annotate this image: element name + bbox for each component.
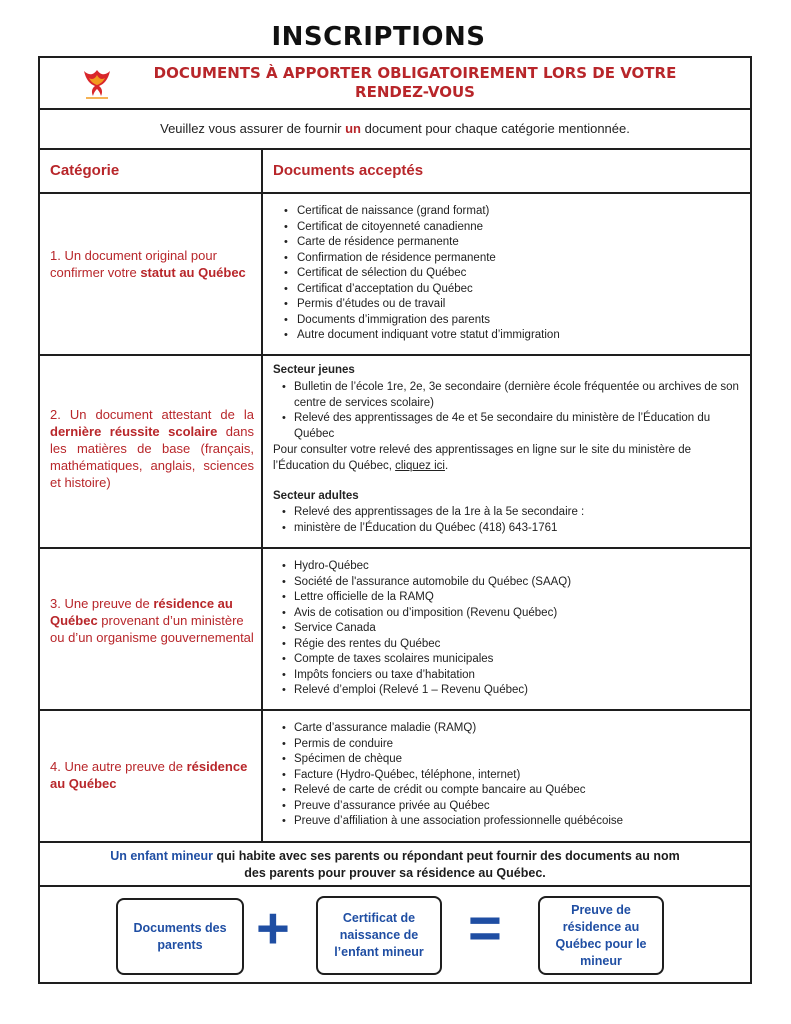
table-header bbox=[40, 58, 750, 110]
page-title: INSCRIPTIONS bbox=[271, 22, 486, 52]
list-item: • Carte de résidence permanente bbox=[277, 235, 742, 251]
list-item: • Relevé d’emploi (Relevé 1 – Revenu Québec) bbox=[277, 683, 742, 699]
list-item: • Régie des rentes du Québec bbox=[277, 637, 742, 653]
list-item: • Permis d’études ou de travail bbox=[277, 297, 742, 313]
table-row bbox=[40, 711, 750, 843]
list-item: • Relevé des apprentissages de la 1re à la 5e secondaire : bbox=[277, 505, 742, 521]
document-list bbox=[277, 380, 742, 442]
instruction-text: Veuillez vous assurer de fournir un document pour chaque catégorie mentionnée. bbox=[160, 121, 630, 136]
list-item: • Autre document indiquant votre statut d’immigration bbox=[277, 328, 742, 344]
document-list bbox=[277, 559, 742, 699]
document-list bbox=[277, 505, 742, 536]
header-title: DOCUMENTS À APPORTER OBLIGATOIREMENT LORS DE VOTRE RENDEZ-VOUS bbox=[153, 64, 677, 101]
list-item: • Bulletin de l’école 1re, 2e, 3e secondaire (dernière école fréquentée ou archives de son centre de services scolaire) bbox=[277, 380, 742, 411]
list-item: • Carte d’assurance maladie (RAMQ) bbox=[277, 721, 742, 737]
column-header-category: Catégorie bbox=[50, 162, 120, 179]
category-label: 4. Une autre preuve de résidence au Québec bbox=[50, 759, 248, 791]
minor-note-text: Un enfant mineur qui habite avec ses parents ou répondant peut fournir des documents au nom des parents pour prouver sa résidence au Québec. bbox=[110, 849, 680, 880]
list-item: • Facture (Hydro-Québec, téléphone, internet) bbox=[277, 768, 742, 784]
list-item: • Certificat d’acceptation du Québec bbox=[277, 282, 742, 298]
category-label: 3. Une preuve de résidence au Québec provenant d’un ministère ou d’un organisme gouvernemental bbox=[50, 596, 254, 645]
list-item: • Certificat de sélection du Québec bbox=[277, 266, 742, 282]
table-row bbox=[40, 356, 750, 549]
list-item: • Certificat de naissance (grand format) bbox=[277, 204, 742, 220]
list-item: • Lettre officielle de la RAMQ bbox=[277, 590, 742, 606]
category-label: 2. Un document attestant de la dernière réussite scolaire dans les matières de base (français, mathématiques, anglais, sciences et histoire) bbox=[50, 407, 254, 490]
document-list bbox=[277, 721, 742, 830]
list-item: • Service Canada bbox=[277, 621, 742, 637]
residence-proof-box: Preuve de résidence au Québec pour le mineur bbox=[538, 896, 664, 975]
instruction-highlight: un bbox=[345, 121, 361, 136]
list-item: • Compte de taxes scolaires municipales bbox=[277, 652, 742, 668]
section-title-adultes: Secteur adultes bbox=[273, 490, 359, 502]
equals-icon: = bbox=[468, 896, 502, 961]
phoenix-logo-icon bbox=[82, 66, 112, 100]
column-header-documents: Documents acceptés bbox=[273, 162, 424, 179]
minor-note-row bbox=[40, 843, 750, 887]
list-item: • Confirmation de résidence permanente bbox=[277, 251, 742, 267]
instruction-row bbox=[40, 110, 750, 150]
table-row bbox=[40, 194, 750, 356]
list-item: • Preuve d’affiliation à une association professionnelle québécoise bbox=[277, 814, 742, 830]
list-item: • Société de l'assurance automobile du Québec (SAAQ) bbox=[277, 575, 742, 591]
documents-table bbox=[38, 56, 752, 984]
equation-row bbox=[40, 887, 750, 982]
list-item: • Certificat de citoyenneté canadienne bbox=[277, 220, 742, 236]
list-item: • Relevé des apprentissages de 4e et 5e secondaire du ministère de l’Éducation du Québec bbox=[277, 411, 742, 442]
column-headers bbox=[40, 150, 750, 194]
category-label: 1. Un document original pour confirmer votre statut au Québec bbox=[50, 248, 246, 280]
document-list bbox=[277, 204, 742, 344]
list-item: • Hydro-Québec bbox=[277, 559, 742, 575]
list-item: • Permis de conduire bbox=[277, 737, 742, 753]
list-item: • Preuve d’assurance privée au Québec bbox=[277, 799, 742, 815]
section-title-jeunes: Secteur jeunes bbox=[273, 364, 355, 376]
table-row bbox=[40, 549, 750, 711]
list-item: • Relevé de carte de crédit ou compte bancaire au Québec bbox=[277, 783, 742, 799]
list-item: • Spécimen de chèque bbox=[277, 752, 742, 768]
cliquez-ici-link[interactable]: cliquez ici bbox=[395, 459, 445, 472]
parents-documents-box: Documents des parents bbox=[116, 898, 244, 975]
plus-icon: + bbox=[256, 896, 290, 961]
list-item: • Impôts fonciers ou taxe d’habitation bbox=[277, 668, 742, 684]
list-item: • ministère de l’Éducation du Québec (418) 643-1761 bbox=[277, 521, 742, 537]
list-item: • Documents d’immigration des parents bbox=[277, 313, 742, 329]
list-item: • Avis de cotisation ou d’imposition (Revenu Québec) bbox=[277, 606, 742, 622]
birth-certificate-box: Certificat de naissance de l’enfant mineur bbox=[316, 896, 442, 975]
consult-text: Pour consulter votre relevé des apprentissages en ligne sur le site du ministère de l’Éducation du Québec, cliquez ici. bbox=[273, 444, 692, 472]
